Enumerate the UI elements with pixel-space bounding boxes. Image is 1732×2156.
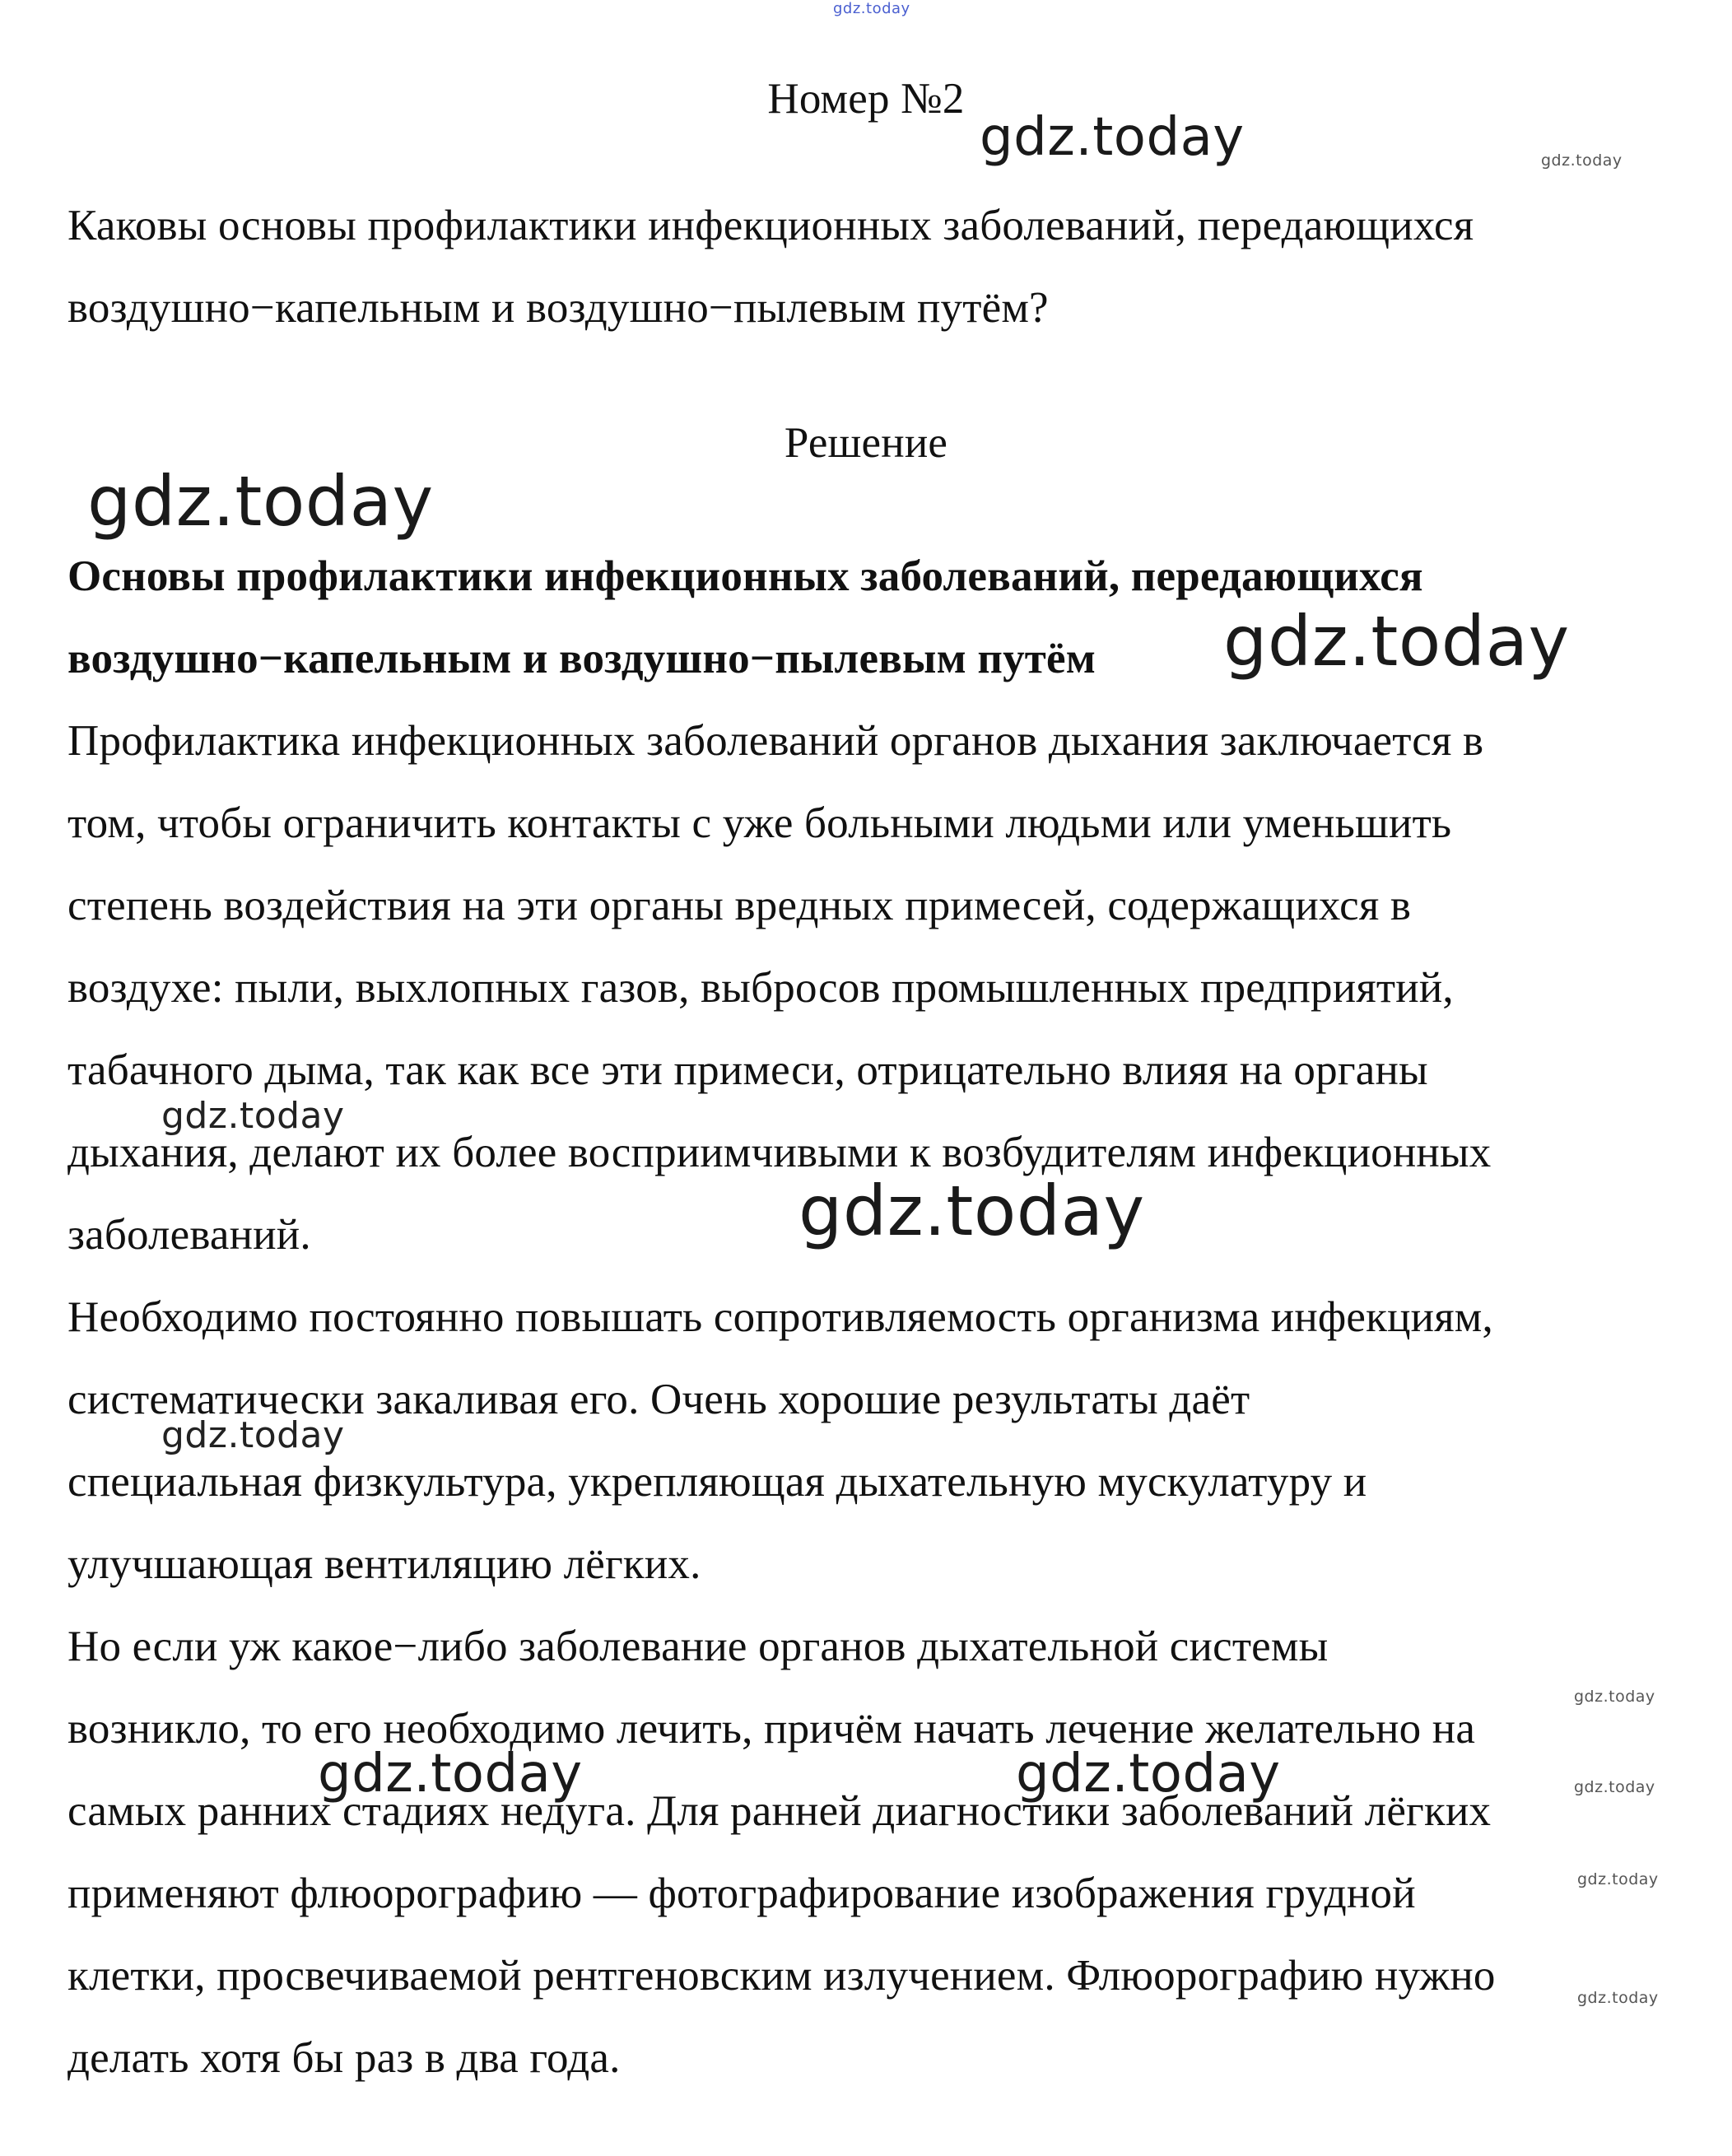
watermark: gdz.today bbox=[980, 107, 1245, 168]
body-line: клетки, просвечиваемой рентгеновским излучением. Флюорографию нужно bbox=[68, 1952, 1496, 2000]
answer-heading-line: воздушно−капельным и воздушно−пылевым путём bbox=[68, 635, 1096, 682]
body-line: том, чтобы ограничить контакты с уже больными людьми или уменьшить bbox=[68, 799, 1452, 847]
watermark: gdz.today bbox=[1541, 151, 1623, 170]
watermark: gdz.today bbox=[1223, 601, 1570, 682]
watermark: gdz.today bbox=[87, 461, 434, 542]
watermark: gdz.today bbox=[1574, 1688, 1655, 1706]
watermark: gdz.today bbox=[161, 1414, 345, 1456]
body-line: заболеваний. bbox=[68, 1211, 311, 1259]
watermark: gdz.today bbox=[798, 1171, 1145, 1251]
body-line: самых ранних стадиях недуга. Для ранней диагностики заболеваний лёгких bbox=[68, 1787, 1492, 1835]
body-line: делать хотя бы раз в два года. bbox=[68, 2034, 621, 2082]
body-line: улучшающая вентиляцию лёгких. bbox=[68, 1540, 701, 1588]
watermark: gdz.today bbox=[1574, 1778, 1655, 1796]
body-line: систематически закаливая его. Очень хорошие результаты даёт bbox=[68, 1376, 1250, 1423]
question-line: Каковы основы профилактики инфекционных заболеваний, передающихся bbox=[68, 202, 1474, 249]
watermark: gdz.today bbox=[833, 0, 910, 17]
body-line: дыхания, делают их более восприимчивыми к возбудителям инфекционных bbox=[68, 1129, 1492, 1176]
question-line: воздушно−капельным и воздушно−пылевым путём? bbox=[68, 284, 1049, 332]
watermark: gdz.today bbox=[1577, 1989, 1659, 2007]
page-title: Номер №2 bbox=[767, 75, 965, 123]
watermark: gdz.today bbox=[1577, 1870, 1659, 1888]
answer-heading-line: Основы профилактики инфекционных заболеваний, передающихся bbox=[68, 552, 1423, 600]
body-line: степень воздействия на эти органы вредных примесей, содержащихся в bbox=[68, 882, 1412, 929]
solution-label: Решение bbox=[784, 419, 948, 467]
body-line: применяют флюорографию — фотографирование изображения грудной bbox=[68, 1870, 1416, 1917]
body-line: возникло, то его необходимо лечить, причём начать лечение желательно на bbox=[68, 1705, 1476, 1753]
watermark: gdz.today bbox=[1016, 1744, 1281, 1804]
body-line: Но если уж какое−либо заболевание органов дыхательной системы bbox=[68, 1623, 1329, 1670]
watermark: gdz.today bbox=[318, 1744, 583, 1804]
watermark: gdz.today bbox=[161, 1095, 345, 1137]
body-line: Профилактика инфекционных заболеваний органов дыхания заключается в bbox=[68, 717, 1484, 765]
body-line: Необходимо постоянно повышать сопротивляемость организма инфекциям, bbox=[68, 1293, 1493, 1341]
body-line: специальная физкультура, укрепляющая дыхательную мускулатуру и bbox=[68, 1458, 1367, 1506]
body-line: воздухе: пыли, выхлопных газов, выбросов промышленных предприятий, bbox=[68, 964, 1454, 1012]
body-line: табачного дыма, так как все эти примеси, отрицательно влияя на органы bbox=[68, 1046, 1428, 1094]
